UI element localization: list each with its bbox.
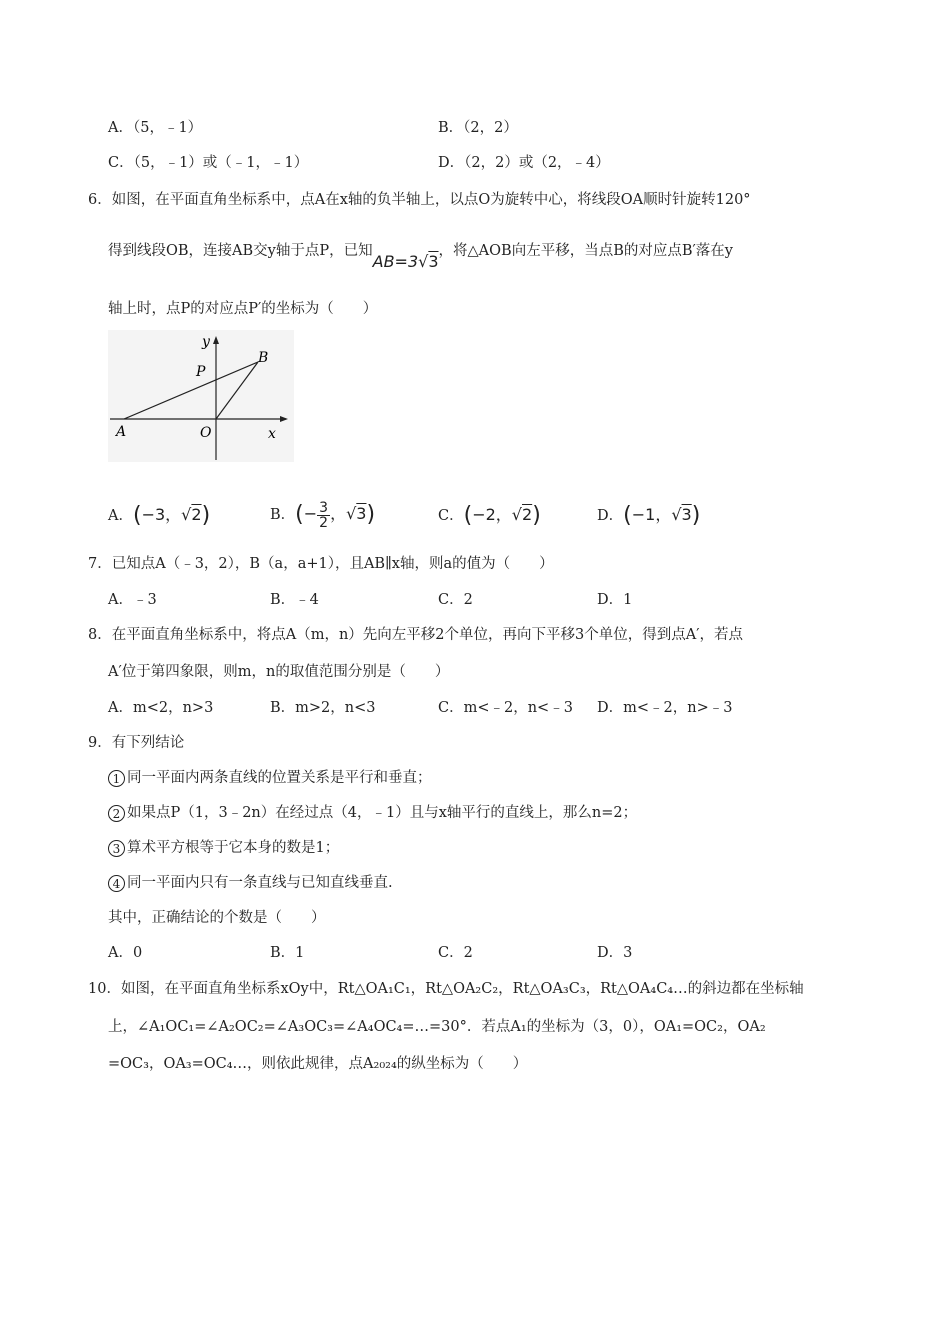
q6-option-b-minus: − xyxy=(303,504,318,523)
q6-option-c-close: ) xyxy=(532,503,541,528)
q6-option-a: A．(−3，√2) xyxy=(108,503,211,528)
label-p: P xyxy=(196,364,206,380)
label-b: B xyxy=(258,350,269,366)
q6-figure xyxy=(108,330,294,462)
q6-formula-text: AB=3 xyxy=(372,252,419,271)
q6-option-b-denominator: 2 xyxy=(319,514,329,531)
q7-option-a: A．﹣3 xyxy=(108,592,157,608)
q6-option-d-open: ( xyxy=(623,503,632,528)
q8-option-a: A．m<2，n>3 xyxy=(108,700,214,716)
q10-stem-line1: 10．如图，在平面直角坐标系xOy中，Rt△OA₁C₁，Rt△OA₂C₂，Rt△OA₃C₃，Rt△OA₄C₄…的斜边都在坐标轴 xyxy=(88,981,804,997)
label-a: A xyxy=(116,424,127,440)
q9-statement-4 xyxy=(108,873,393,893)
q6-option-c-radical: 2 xyxy=(522,505,533,524)
q7-option-d: D．1 xyxy=(597,592,633,608)
q5-option-b: B．（2，2） xyxy=(438,120,518,136)
q6-option-c-open: ( xyxy=(463,503,473,528)
q6-stem-line3: 轴上时，点P的对应点P′的坐标为（ ） xyxy=(108,301,378,317)
q6-option-d-x: −1， xyxy=(631,505,672,524)
q6-option-a-x: −3， xyxy=(141,505,182,524)
q6-option-a-label: A． xyxy=(108,508,133,524)
label-y: y xyxy=(202,334,210,350)
q6-option-b-radical: 3 xyxy=(356,504,367,523)
label-o: O xyxy=(200,425,212,441)
q9-stem: 9．有下列结论 xyxy=(88,735,185,751)
q6-stem-line2 xyxy=(108,240,733,271)
q6-option-d-close: ) xyxy=(691,503,701,528)
q9-statement-4-number: 4 xyxy=(108,875,125,892)
q6-option-d-radical: 3 xyxy=(681,505,692,524)
q8-stem-line2: A′位于第四象限，则m，n的取值范围分别是（ ） xyxy=(108,664,450,680)
q6-option-a-open: ( xyxy=(132,503,142,528)
q5-option-c: C．（5，﹣1）或（﹣1，﹣1） xyxy=(108,155,309,171)
q9-statement-1-number: 1 xyxy=(108,770,125,787)
q7-option-b: B．﹣4 xyxy=(270,592,319,608)
q9-statement-3 xyxy=(108,838,339,858)
q7-option-c: C．2 xyxy=(438,592,473,608)
q7-stem: 7．已知点A（﹣3，2），B（a，a+1），且AB∥x轴，则a的值为（ ） xyxy=(88,556,554,572)
q9-ask: 其中，正确结论的个数是（ ） xyxy=(108,910,326,926)
q9-statement-1-text: 同一平面内两条直线的位置关系是平行和垂直； xyxy=(127,770,432,786)
q5-option-a: A．（5，﹣1） xyxy=(108,120,203,136)
q9-statement-2-text: 如果点P（1，3﹣2n）在经过点（4，﹣1）且与x轴平行的直线上，那么n=2； xyxy=(127,805,638,821)
q8-option-b: B．m>2，n<3 xyxy=(270,700,376,716)
q9-statement-2-number: 2 xyxy=(108,805,125,822)
label-x: x xyxy=(268,426,276,442)
q6-option-c: C．(−2，√2) xyxy=(438,503,541,528)
q6-stem-line2-pre: 得到线段OB，连接AB交y轴于点P，已知 xyxy=(108,243,373,259)
q9-statement-2 xyxy=(108,803,637,823)
q6-option-b-numerator: 3 xyxy=(319,499,329,516)
q6-stem-line2-post: ，将△AOB向左平移，当点B的对应点B′落在y xyxy=(438,243,733,259)
q9-statement-4-text: 同一平面内只有一条直线与已知直线垂直. xyxy=(127,875,393,891)
q9-option-d: D．3 xyxy=(597,945,633,961)
q6-formula-radical: 3 xyxy=(428,252,439,271)
q9-statement-1 xyxy=(108,768,432,788)
q6-option-b-open: ( xyxy=(295,502,304,527)
q6-stem-line1: 6．如图，在平面直角坐标系中，点A在x轴的负半轴上，以点O为旋转中心，将线段OA顺时针旋转120° xyxy=(88,192,751,208)
q6-option-b-comma: ， xyxy=(330,504,347,523)
q9-option-c: C．2 xyxy=(438,945,473,961)
q9-option-a: A．0 xyxy=(108,945,143,961)
q8-stem-line1: 8．在平面直角坐标系中，将点A（m，n）先向左平移2个单位，再向下平移3个单位，得到点A′，若点 xyxy=(88,627,743,643)
q6-option-b-label: B． xyxy=(270,507,296,523)
q5-option-d: D．（2，2）或（2，﹣4） xyxy=(438,155,610,171)
q6-option-a-radical: 2 xyxy=(191,505,202,524)
q6-option-b-close: ) xyxy=(366,502,376,527)
q10-stem-line3: =OC₃，OA₃=OC₄…，则依此规律，点A₂₀₂₄的纵坐标为（ ） xyxy=(108,1056,528,1072)
q9-option-b: B．1 xyxy=(270,945,305,961)
q6-formula: AB=3√3 xyxy=(372,252,439,271)
q6-option-d-label: D． xyxy=(597,508,624,524)
q6-option-d: D．(−1，√3) xyxy=(597,503,701,528)
q8-option-c: C．m<﹣2，n<﹣3 xyxy=(438,700,573,716)
q6-option-c-label: C． xyxy=(438,508,464,524)
q9-statement-3-text: 算术平方根等于它本身的数是1； xyxy=(127,840,340,856)
q9-statement-3-number: 3 xyxy=(108,840,125,857)
q6-option-b: B．(− $\frac{3}{2}$ ，√3) xyxy=(270,499,376,531)
q8-option-d: D．m<﹣2，n>﹣3 xyxy=(597,700,733,716)
q6-option-c-x: −2， xyxy=(472,505,512,524)
q10-stem-line2: 上，∠A₁OC₁=∠A₂OC₂=∠A₃OC₃=∠A₄OC₄=…=30°．若点A₁的坐标为（3，0），OA₁=OC₂，OA₂ xyxy=(108,1019,766,1035)
q6-option-a-close: ) xyxy=(201,503,211,528)
q6-option-b-fraction xyxy=(317,501,330,530)
